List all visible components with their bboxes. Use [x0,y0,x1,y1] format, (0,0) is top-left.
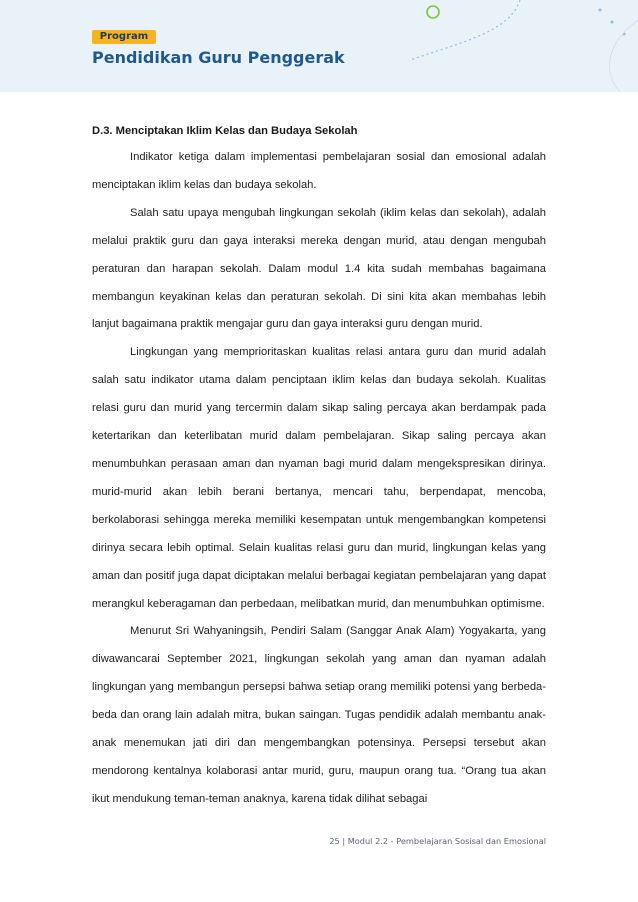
decor-dot-2 [611,21,614,24]
main-content [92,118,546,814]
decor-circle-green [427,6,439,18]
page-header [0,0,638,92]
page-title: Pendidikan Guru Penggerak [92,48,345,67]
paragraph-4: Menurut Sri Wahyaningsih, Pendiri Salam (Sanggar Anak Alam) Yogyakarta, yang diwawancarai September 2021, lingkungan sekolah yang aman dan nyaman adalah lingkungan yang membangun persepsi bahwa setiap orang memiliki potensi yang berbeda-beda dan orang lain adalah mitra, bukan saingan. Tugas pendidik adalah membantu anak-anak menemukan jati diri dan mengembangkan potensinya. Persepsi tersebut akan mendorong kentalnya kolaborasi antar murid, guru, maupun orang tua. “Orang tua akan ikut mendukung teman-teman anaknya, karena tidak dilihat sebagai [92,625,546,805]
paragraph-2: Salah satu upaya mengubah lingkungan sekolah (iklim kelas dan sekolah), adalah melalui praktik guru dan gaya interaksi mereka dengan murid, atau dengan mengubah peraturan dan harapan sekolah. Dalam modul 1.4 kita sudah membahas bagaimana membangun keyakinan kelas dan peraturan sekolah. Di sini kita akan membahas lebih lanjut bagaimana praktik mengajar guru dan gaya interaksi guru dengan murid. [92,206,546,331]
header-decoration [0,0,638,92]
decor-line-top [410,0,520,60]
page-footer: 25 | Modul 2.2 - Pembelajaran Sosisal dan Emosional [329,836,546,846]
decor-dot-1 [599,9,602,12]
section-heading: D.3. Menciptakan Iklim Kelas dan Budaya Sekolah [92,125,358,137]
program-badge: Program [92,30,156,44]
paragraph-1: Indikator ketiga dalam implementasi pembelajaran sosial dan emosional adalah menciptakan iklim kelas dan budaya sekolah. [92,151,546,191]
decor-arc-right [610,20,638,92]
paragraph-3: Lingkungan yang memprioritaskan kualitas relasi antara guru dan murid adalah salah satu indikator utama dalam penciptaan iklim kelas dan budaya sekolah. Kualitas relasi guru dan murid yang tercermin dalam sikap saling percaya akan berdampak pada ketertarikan dan keterlibatan murid dalam pembelajaran. Sikap saling percaya akan menumbuhkan perasaan aman dan nyaman bagi murid dalam mengekspresikan dirinya. murid-murid akan lebih berani bertanya, mencari tahu, berpendapat, mencoba, berkolaborasi sehingga mereka memiliki kesempatan untuk mengembangkan kompetensi dirinya secara lebih optimal. Selain kualitas relasi guru dan murid, lingkungan kelas yang aman dan positif juga dapat diciptakan melalui berbagai kegiatan pembelajaran yang dapat merangkul keberagaman dan perbedaan, melibatkan murid, dan menumbuhkan optimisme. [92,346,546,610]
